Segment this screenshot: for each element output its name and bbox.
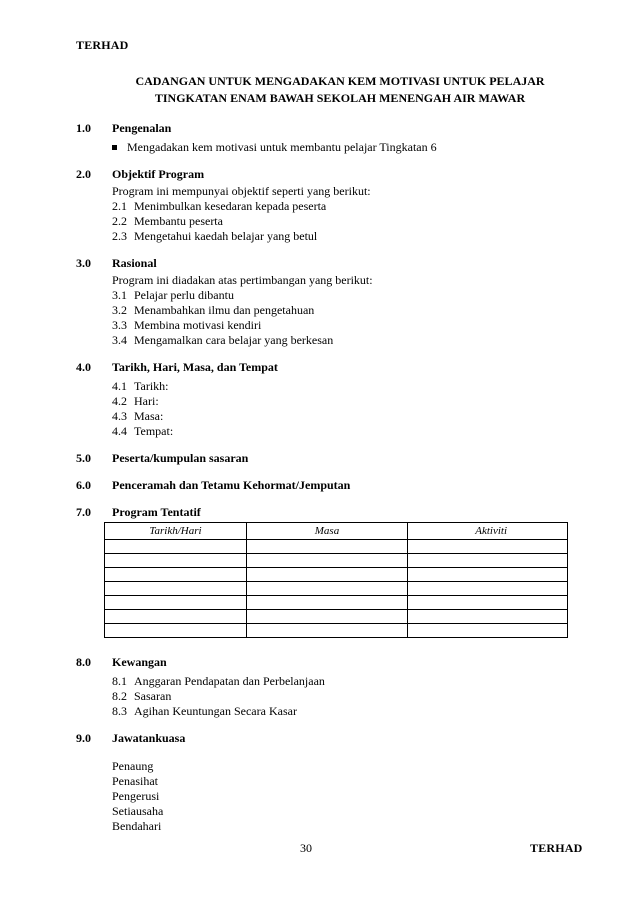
- page-number: 30: [300, 841, 312, 855]
- table-cell: [408, 610, 568, 624]
- bullet-icon: [112, 145, 117, 150]
- list-item-number: 3.3: [112, 318, 127, 332]
- table-row: [105, 540, 568, 554]
- list-item: [112, 229, 317, 244]
- document-title-line-1: CADANGAN UNTUK MENGADAKAN KEM MOTIVASI UNTUK PELAJAR: [135, 74, 545, 88]
- list-item: [112, 689, 171, 704]
- list-item: [112, 318, 261, 333]
- section-heading: Jawatankuasa: [112, 731, 186, 745]
- section-number: 4.0: [76, 360, 91, 374]
- table-cell: [247, 596, 408, 610]
- bullet-item: [112, 140, 437, 155]
- section-heading: Peserta/kumpulan sasaran: [112, 451, 249, 465]
- section-number: 1.0: [76, 121, 91, 135]
- table-cell: [247, 568, 408, 582]
- list-item-number: 8.1: [112, 674, 127, 688]
- column-header-date-day: Tarikh/Hari: [105, 523, 247, 540]
- section-number: 6.0: [76, 478, 91, 492]
- committee-role: Pengerusi: [112, 789, 160, 803]
- header-classification: TERHAD: [76, 38, 129, 52]
- table-cell: [408, 624, 568, 638]
- list-item-text: Masa:: [134, 409, 164, 423]
- list-item-text: Tempat:: [134, 424, 174, 438]
- table-cell: [105, 610, 247, 624]
- table-row: [105, 596, 568, 610]
- column-header-time: Masa: [247, 523, 408, 540]
- list-item-text: Membina motivasi kendiri: [134, 318, 262, 332]
- committee-role: Setiausaha: [112, 804, 164, 818]
- table-cell: [408, 554, 568, 568]
- section-heading: Program Tentatif: [112, 505, 201, 519]
- list-item-number: 4.3: [112, 409, 127, 423]
- table-cell: [247, 554, 408, 568]
- list-item-number: 2.1: [112, 199, 127, 213]
- list-item-text: Menambahkan ilmu dan pengetahuan: [134, 303, 315, 317]
- list-item-number: 2.3: [112, 229, 127, 243]
- table-row: [105, 568, 568, 582]
- list-item-number: 3.1: [112, 288, 127, 302]
- section-heading: Pengenalan: [112, 121, 172, 135]
- list-item: [112, 214, 223, 229]
- footer-classification: TERHAD: [530, 841, 583, 855]
- table-cell: [247, 540, 408, 554]
- table-cell: [105, 596, 247, 610]
- table-row: [105, 610, 568, 624]
- table-row: [105, 624, 568, 638]
- committee-role: Penasihat: [112, 774, 158, 788]
- section-heading: Rasional: [112, 256, 157, 270]
- list-item: [112, 424, 173, 439]
- section-heading: Tarikh, Hari, Masa, dan Tempat: [112, 360, 278, 374]
- list-item-text: Menimbulkan kesedaran kepada peserta: [134, 199, 327, 213]
- table-cell: [105, 568, 247, 582]
- section-heading: Objektif Program: [112, 167, 205, 181]
- table-cell: [408, 568, 568, 582]
- list-item: [112, 379, 168, 394]
- list-item-text: Tarikh:: [134, 379, 169, 393]
- table-cell: [105, 624, 247, 638]
- committee-role: Penaung: [112, 759, 154, 773]
- table-cell: [408, 582, 568, 596]
- section-intro: Program ini mempunyai objektif seperti yang berikut:: [112, 184, 371, 198]
- list-item-number: 8.2: [112, 689, 127, 703]
- list-item-number: 3.4: [112, 333, 127, 347]
- table-cell: [408, 540, 568, 554]
- table-cell: [247, 582, 408, 596]
- section-number: 8.0: [76, 655, 91, 669]
- section-number: 9.0: [76, 731, 91, 745]
- list-item: [112, 704, 297, 719]
- table-row: [105, 582, 568, 596]
- list-item-number: 3.2: [112, 303, 127, 317]
- list-item: [112, 303, 314, 318]
- list-item: [112, 333, 333, 348]
- table-cell: [247, 624, 408, 638]
- section-number: 7.0: [76, 505, 91, 519]
- committee-role: Bendahari: [112, 819, 162, 833]
- list-item-number: 4.2: [112, 394, 127, 408]
- list-item-number: 2.2: [112, 214, 127, 228]
- bullet-text: Mengadakan kem motivasi untuk membantu pelajar Tingkatan 6: [127, 140, 437, 154]
- list-item: [112, 394, 159, 409]
- list-item-number: 4.4: [112, 424, 127, 438]
- list-item-text: Anggaran Pendapatan dan Perbelanjaan: [134, 674, 325, 688]
- table-cell: [247, 610, 408, 624]
- section-number: 5.0: [76, 451, 91, 465]
- section-number: 3.0: [76, 256, 91, 270]
- list-item-text: Sasaran: [134, 689, 172, 703]
- list-item-text: Mengetahui kaedah belajar yang betul: [134, 229, 318, 243]
- section-intro: Program ini diadakan atas pertimbangan yang berikut:: [112, 273, 373, 287]
- list-item: [112, 288, 234, 303]
- table-cell: [105, 554, 247, 568]
- list-item-text: Pelajar perlu dibantu: [134, 288, 234, 302]
- document-title-line-2: TINGKATAN ENAM BAWAH SEKOLAH MENENGAH AIR MAWAR: [154, 91, 526, 105]
- list-item-number: 8.3: [112, 704, 127, 718]
- list-item: [112, 199, 326, 214]
- list-item-text: Mengamalkan cara belajar yang berkesan: [134, 333, 334, 347]
- section-number: 2.0: [76, 167, 91, 181]
- section-heading: Kewangan: [112, 655, 167, 669]
- list-item-text: Hari:: [134, 394, 159, 408]
- column-header-activity: Aktiviti: [408, 523, 568, 540]
- list-item-text: Membantu peserta: [134, 214, 223, 228]
- list-item: [112, 409, 163, 424]
- table-row: [105, 554, 568, 568]
- table-cell: [105, 582, 247, 596]
- list-item-text: Agihan Keuntungan Secara Kasar: [134, 704, 297, 718]
- table-cell: [408, 596, 568, 610]
- table-header-row: [105, 523, 568, 540]
- list-item: [112, 674, 325, 689]
- list-item-number: 4.1: [112, 379, 127, 393]
- table-cell: [105, 540, 247, 554]
- section-heading: Penceramah dan Tetamu Kehormat/Jemputan: [112, 478, 351, 492]
- tentative-program-table: [104, 522, 568, 638]
